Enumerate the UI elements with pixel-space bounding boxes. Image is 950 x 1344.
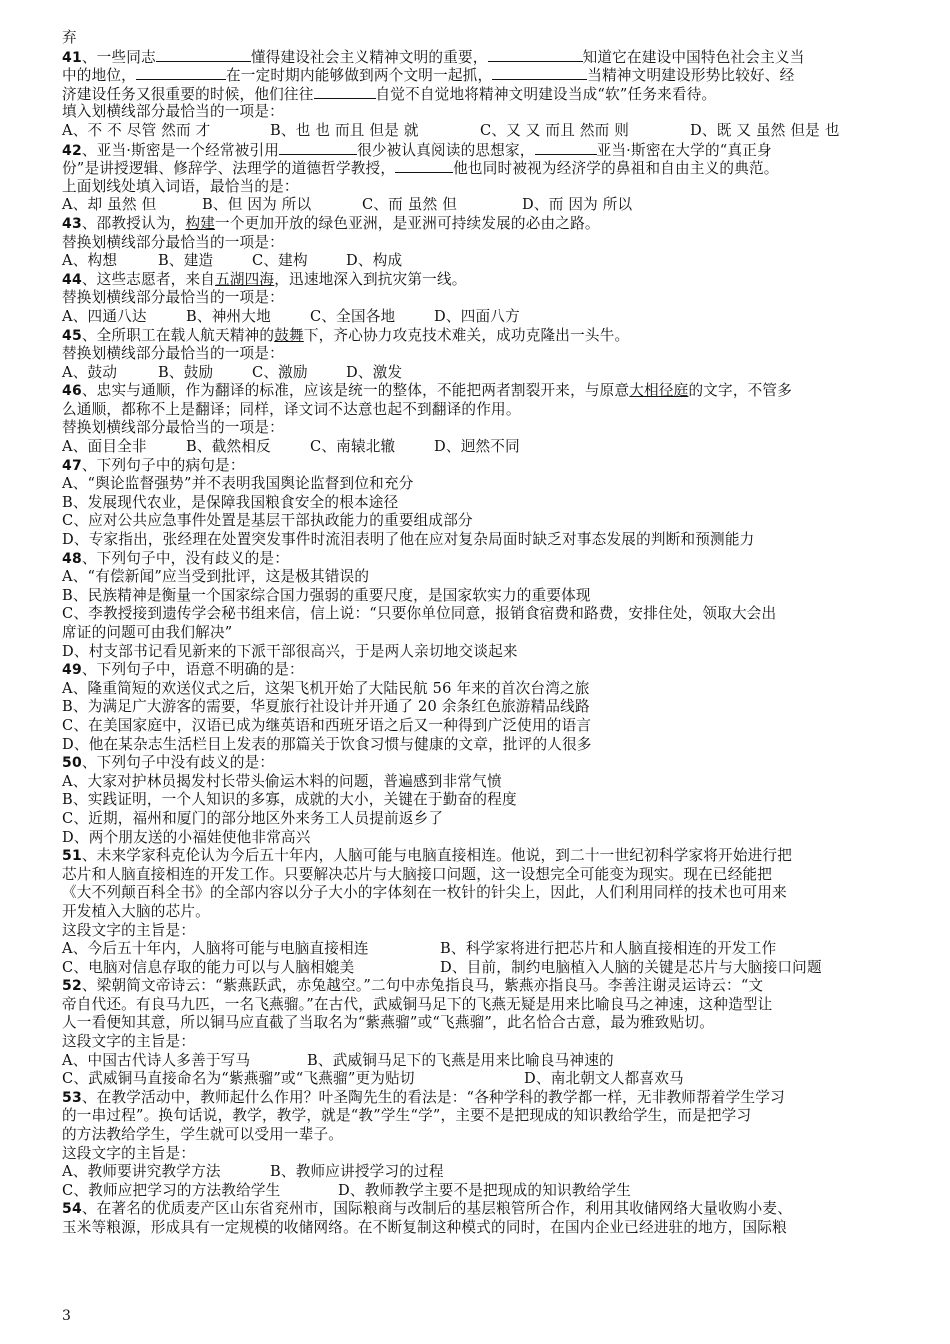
fill-blank bbox=[314, 85, 376, 99]
question-number: 51 bbox=[62, 848, 82, 865]
option-a: A、教师要讲究教学方法 bbox=[62, 1163, 221, 1181]
option-a: A、隆重简短的欢送仪式之后，这架飞机开始了大陆民航 56 年来的首次台湾之旅 bbox=[62, 679, 590, 697]
fill-blank bbox=[395, 159, 453, 173]
q54-line-1: 54、在著名的优质麦产区山东省兖州市，国际粮商与改制后的基层粮管所合作，利用其收储网络大量收购小麦、 bbox=[62, 1200, 792, 1218]
option-c: C、近期，福州和厦门的部分地区外来务工人员提前返乡了 bbox=[62, 809, 444, 827]
q41-line-1: 41、一些同志 懂得建设社会主义精神文明的重要， 知道它在建设中国特色社会主义当 bbox=[62, 48, 805, 66]
option-c: C、在美国家庭中，汉语已成为继英语和西班牙语之后又一种得到广泛使用的语言 bbox=[62, 716, 592, 734]
option-c: C、又 又 而且 然而 则 bbox=[480, 121, 630, 139]
q51-options-ab bbox=[62, 940, 898, 959]
option-c: C、教师应把学习的方法教给学生 bbox=[62, 1181, 281, 1199]
fill-blank bbox=[136, 66, 226, 80]
option-d: D、他在某杂志生活栏目上发表的那篇关于饮食习惯与健康的文章，批评的人很多 bbox=[62, 735, 592, 753]
option-c: C、建构 bbox=[252, 252, 308, 270]
option-a: A、中国古代诗人多善于写马 bbox=[62, 1051, 251, 1069]
q46-options bbox=[62, 438, 898, 457]
option-b: B、为满足广大游客的需要，华夏旅行社设计并开通了 20 余条红色旅游精品线路 bbox=[62, 698, 590, 716]
question-number: 48 bbox=[62, 550, 82, 567]
q52-line-3: 人一看便知其意，所以铜马应直截了当取名为“紫燕骝”或“飞燕骝”，此名恰合古意，最为雅致贴切。 bbox=[62, 1014, 714, 1032]
option-d: D、四面八方 bbox=[434, 307, 520, 325]
option-a: A、“舆论监督强势”并不表明我国舆论监督到位和充分 bbox=[62, 475, 414, 493]
q52-line-2: 帝自代还。有良马九匹，一名飞燕骝。”在古代，武威铜马足下的飞燕无疑是用来比喻良马之神速，这种造型让 bbox=[62, 995, 773, 1013]
underlined-term: 五湖四海 bbox=[215, 270, 275, 288]
option-d: D、南北朝文人都喜欢马 bbox=[524, 1070, 684, 1088]
underlined-term: 鼓舞 bbox=[274, 326, 304, 344]
option-a: A、构想 bbox=[62, 252, 118, 270]
q46-line-1: 46、忠实与通顺，作为翻译的标准，应该是统一的整体，不能把两者割裂开来，与原意大相径庭的文字，不管多 bbox=[62, 382, 793, 400]
option-c: C、而 虽然 但 bbox=[362, 196, 458, 214]
question-number: 44 bbox=[62, 271, 82, 288]
option-a: A、今后五十年内，人脑将可能与电脑直接相连 bbox=[62, 940, 369, 958]
option-b: B、鼓励 bbox=[158, 363, 214, 381]
option-c: C、李教授接到遗传学会秘书组来信，信上说：“只要你单位同意，报销食宿费和路费，安排住处，领取大会出 bbox=[62, 605, 777, 623]
option-b: B、发展现代农业，是保障我国粮食安全的根本途径 bbox=[62, 493, 399, 511]
option-a: A、鼓动 bbox=[62, 363, 118, 381]
option-d: D、两个朋友送的小福娃使他非常高兴 bbox=[62, 828, 311, 846]
q51-line-2: 芯片和人脑直接相连的开发工作。只要解决芯片与大脑接口问题，这一设想完全可能变为现实。现在已经能把 bbox=[62, 865, 773, 883]
option-d: D、教师教学主要不是把现成的知识教给学生 bbox=[338, 1181, 631, 1199]
option-d: D、专家指出，张经理在处置突发事件时流泪表明了他在应对复杂局面时缺乏对事态发展的判断和预测能力 bbox=[62, 531, 755, 549]
option-c: C、全国各地 bbox=[310, 307, 396, 325]
q50-title: 50、下列句子中没有歧义的是： bbox=[62, 754, 275, 772]
option-b: B、实践证明，一个人知识的多寡，成就的大小，关键在于勤奋的程度 bbox=[62, 791, 517, 809]
option-b: B、截然相反 bbox=[186, 438, 271, 456]
q53-options-ab bbox=[62, 1163, 898, 1182]
q52-line-1: 52、梁朝简文帝诗云：“紫燕跃武，赤兔越空。”二句中赤兔指良马，紫燕亦指良马。李善注谢灵运诗云：“文 bbox=[62, 977, 764, 995]
q53-prompt: 这段文字的主旨是： bbox=[62, 1144, 196, 1162]
q44-line-1: 44、这些志愿者，来自五湖四海，迅速地深入到抗灾第一线。 bbox=[62, 270, 467, 288]
q41-options bbox=[62, 122, 898, 141]
document-page bbox=[62, 29, 898, 1238]
q53-line-3: 的方法教给学生，学生就可以受用一辈子。 bbox=[62, 1126, 344, 1144]
question-number: 49 bbox=[62, 662, 82, 679]
option-b: B、武威铜马足下的飞燕是用来比喻良马神速的 bbox=[307, 1051, 614, 1069]
q49-title: 49、下列句子中，语意不明确的是： bbox=[62, 661, 304, 679]
q52-prompt: 这段文字的主旨是： bbox=[62, 1033, 196, 1051]
top-fragment: 弃 bbox=[62, 29, 77, 46]
q46-line-2: 么通顺，都称不上是翻译；同样，译文词不达意也起不到翻译的作用。 bbox=[62, 400, 521, 418]
q43-options bbox=[62, 252, 898, 271]
option-a: A、面目全非 bbox=[62, 438, 147, 456]
option-d: D、迥然不同 bbox=[434, 438, 520, 456]
question-number: 53 bbox=[62, 1089, 82, 1106]
q51-prompt: 这段文字的主旨是： bbox=[62, 921, 196, 939]
q42-prompt: 上面划线处填入词语，最恰当的是： bbox=[62, 177, 299, 195]
option-b: B、教师应讲授学习的过程 bbox=[270, 1163, 444, 1181]
option-d: D、目前，制约电脑植入人脑的关键是芯片与大脑接口问题 bbox=[440, 958, 822, 976]
q53-line-1: 53、在教学活动中，教师起什么作用？叶圣陶先生的看法是：“各种学科的教学都一样，无非教师帮着学生学习 bbox=[62, 1088, 785, 1106]
question-number: 50 bbox=[62, 755, 82, 772]
q51-options-cd bbox=[62, 959, 898, 978]
q44-options bbox=[62, 308, 898, 327]
q52-options-ab bbox=[62, 1052, 898, 1071]
option-a: A、“有偿新闻”应当受到批评，这是极其错误的 bbox=[62, 568, 370, 586]
option-b: B、但 因为 所以 bbox=[202, 196, 312, 214]
q53-line-2: 的一串过程”。换句话说，教学，教学，就是“教”学生“学”，主要不是把现成的知识教给学生，而是把学习 bbox=[62, 1107, 752, 1125]
question-number: 41 bbox=[62, 49, 82, 66]
option-a: A、却 虽然 但 bbox=[62, 196, 157, 214]
option-c: C、激励 bbox=[252, 363, 308, 381]
q41-line-3: 济建设任务又很重要的时候，他们往往 自觉不自觉地将精神文明建设当成“软”任务来看待。 bbox=[62, 85, 717, 103]
fill-blank bbox=[488, 48, 583, 62]
question-number: 54 bbox=[62, 1201, 82, 1218]
option-d: D、村支部书记看见新来的下派干部很高兴，于是两人亲切地交谈起来 bbox=[62, 642, 518, 660]
option-b: B、神州大地 bbox=[186, 307, 271, 325]
option-c: C、电脑对信息存取的能力可以与人脑相媲美 bbox=[62, 958, 355, 976]
option-a: A、四通八达 bbox=[62, 307, 147, 325]
fill-blank bbox=[279, 141, 357, 155]
underlined-term: 大相径庭 bbox=[629, 382, 689, 400]
q44-prompt: 替换划横线部分最恰当的一项是： bbox=[62, 289, 284, 307]
page-number: 3 bbox=[62, 1308, 71, 1324]
question-number: 46 bbox=[62, 383, 82, 400]
q46-prompt: 替换划横线部分最恰当的一项是： bbox=[62, 419, 284, 437]
q41-line-2: 中的地位， 在一定时期内能够做到两个文明一起抓， 当精神文明建设形势比较好、经 bbox=[62, 67, 795, 85]
fill-blank bbox=[492, 66, 587, 80]
fill-blank bbox=[535, 141, 597, 155]
question-number: 47 bbox=[62, 457, 82, 474]
fill-blank bbox=[156, 48, 251, 62]
q42-line-1: 42、亚当·斯密是一个经常被引用 很少被认真阅读的思想家， 亚当·斯密在大学的“真正身 bbox=[62, 141, 772, 159]
q53-options-cd bbox=[62, 1182, 898, 1201]
q51-line-4: 开发植入大脑的芯片。 bbox=[62, 902, 210, 920]
question-number: 45 bbox=[62, 327, 82, 344]
q45-prompt: 替换划横线部分最恰当的一项是： bbox=[62, 345, 284, 363]
q42-line-2: 份”是讲授逻辑、修辞学、法理学的道德哲学教授， 他也同时被视为经济学的鼻祖和自由主义的典范。 bbox=[62, 160, 779, 178]
option-d: D、既 又 虽然 但是 也 bbox=[690, 121, 840, 139]
option-c: C、应对公共应急事件处置是基层干部执政能力的重要组成部分 bbox=[62, 512, 473, 530]
option-b: B、也 也 而且 但是 就 bbox=[270, 121, 419, 139]
q41-prompt: 填入划横线部分最恰当的一项是： bbox=[62, 103, 284, 121]
q45-options bbox=[62, 364, 898, 383]
option-c: C、南辕北辙 bbox=[310, 438, 396, 456]
q43-line-1: 43、邵教授认为，构建一个更加开放的绿色亚洲，是亚洲可持续发展的必由之路。 bbox=[62, 214, 600, 232]
option-c: C、武威铜马直接命名为“紫燕骝”或“飞燕骝”更为贴切 bbox=[62, 1070, 415, 1088]
option-b: B、科学家将进行把芯片和人脑直接相连的开发工作 bbox=[440, 940, 777, 958]
q54-line-2: 玉米等粮源，形成具有一定规模的收储网络。在不断复制这种模式的同时，在国内企业已经进驻的地方，国际粮 bbox=[62, 1219, 787, 1236]
underlined-term: 构建 bbox=[185, 214, 216, 232]
option-d: D、激发 bbox=[346, 363, 403, 381]
q51-line-1: 51、未来学家科克伦认为今后五十年内，人脑可能与电脑直接相连。他说，到二十一世纪初科学家将开始进行把 bbox=[62, 847, 792, 865]
option-d: D、而 因为 所以 bbox=[522, 196, 633, 214]
option-c-cont: 席证的问题可由我们解决” bbox=[62, 624, 233, 641]
q45-line-1: 45、全所职工在载人航天精神的鼓舞下，齐心协力攻克技术难关，成功克隆出一头牛。 bbox=[62, 326, 630, 344]
question-number: 42 bbox=[62, 142, 82, 159]
option-d: D、构成 bbox=[346, 252, 403, 270]
q48-title: 48、下列句子中，没有歧义的是： bbox=[62, 549, 290, 567]
q42-options bbox=[62, 196, 898, 215]
q52-options-cd bbox=[62, 1070, 898, 1089]
q47-title: 47、下列句子中的病句是： bbox=[62, 456, 245, 474]
option-b: B、建造 bbox=[158, 252, 214, 270]
q51-line-3: 《大不列颠百科全书》的全部内容以分子大小的字体刻在一枚针的针尖上，因此，人们利用同样的技术也可用来 bbox=[62, 884, 787, 902]
question-number: 43 bbox=[62, 215, 82, 232]
q43-prompt: 替换划横线部分最恰当的一项是： bbox=[62, 233, 284, 251]
option-b: B、民族精神是衡量一个国家综合国力强弱的重要尺度，是国家软实力的重要体现 bbox=[62, 586, 591, 604]
option-a: A、不 不 尽管 然而 才 bbox=[62, 121, 211, 139]
option-a: A、大家对护林员揭发村长带头偷运木料的问题，普遍感到非常气愤 bbox=[62, 772, 502, 790]
question-number: 52 bbox=[62, 978, 82, 995]
